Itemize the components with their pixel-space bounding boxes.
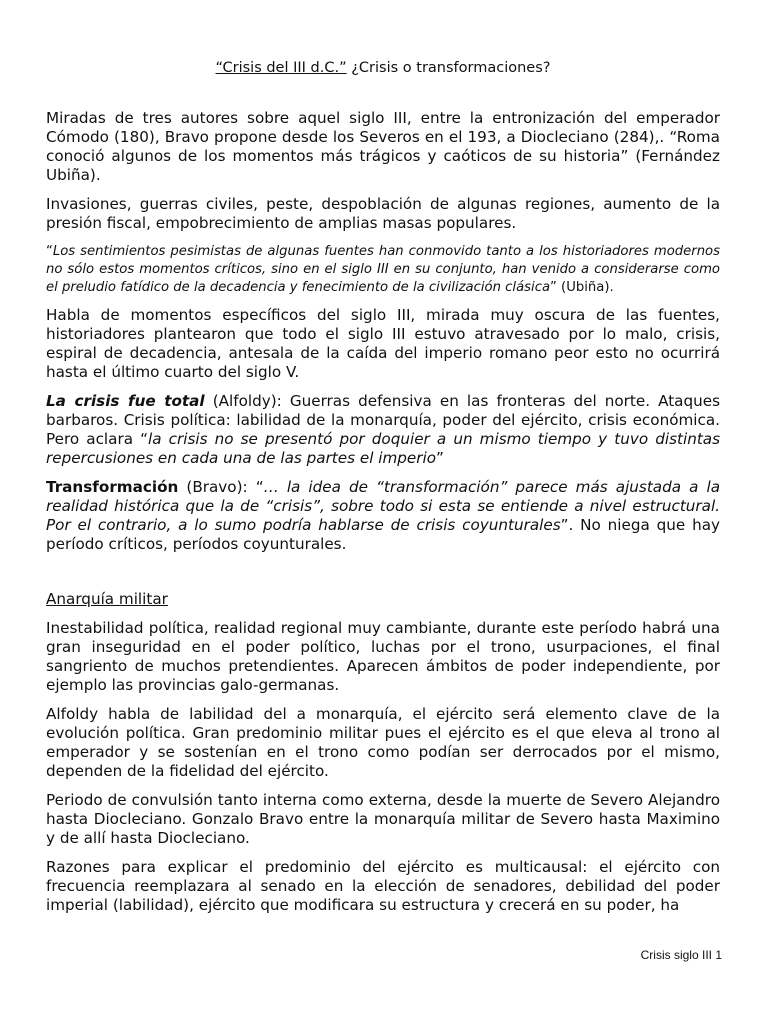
- bravo-quote: … la idea de “transformación” parece más ajustada a la realidad histórica que la de “crisis”, sobre todo si esta se entiende a nivel estructural. Por el contrario, a lo sumo podría hablarse de crisis coyunturales: [46, 478, 720, 534]
- title-underlined: “Crisis del III d.C.”: [215, 60, 347, 76]
- sources-paragraph: Habla de momentos específicos del siglo III, mirada muy oscura de las fuentes, historiadores plantearon que todo el siglo III estuvo atravesado por lo malo, crisis, espiral de decadencia, antesala de la caída del imperio romano peor esto no ocurrirá hasta el último cuarto del siglo V.: [46, 306, 720, 381]
- bravo-lead: Transformación: [46, 478, 179, 496]
- page-footer: Crisis siglo III 1: [640, 948, 722, 962]
- document-page: [46, 58, 720, 925]
- section-heading: Anarquía militar: [46, 590, 168, 608]
- quote-open: “: [46, 244, 53, 259]
- causes-paragraph: Invasiones, guerras civiles, peste, despoblación de algunas regiones, aumento de la presión fiscal, empobrecimiento de amplias masas populares.: [46, 195, 720, 232]
- alfoldy-body: (Alfoldy): Guerras defensiva en las fronteras del norte. Ataques barbaros. Crisis política: labilidad de la monarquía, poder del ejército, crisis económica. Pero aclara “: [46, 392, 720, 448]
- bravo-body: (Bravo): “: [178, 478, 264, 496]
- anarchy-paragraph-2: Alfoldy habla de labilidad del a monarquía, el ejército será elemento clave de la evolución política. Gran predominio militar pues el ejército es el que eleva al trono al emperador y se sostenían en el trono como podían ser derrocados por el mismo, dependen de la fidelidad del ejército.: [46, 705, 720, 780]
- bravo-paragraph: [46, 478, 720, 554]
- ubina-quote: Los sentimientos pesimistas de algunas fuentes han conmovido tanto a los historiadores modernos no sólo estos momentos críticos, sino en el siglo III en su conjunto, han venido a considerarse como el preludio fatídico de la decadencia y fenecimiento de la civilización clásica: [46, 244, 720, 295]
- anarchy-paragraph-4: Razones para explicar el predominio del ejército es multicausal: el ejército con frecuencia reemplazara al senado en la elección de senadores, debilidad del poder imperial (labilidad), ejército que modificara su estructura y crecerá en su poder, ha: [46, 858, 720, 914]
- title-rest: ¿Crisis o transformaciones?: [346, 60, 551, 76]
- anarchy-paragraph-1: Inestabilidad política, realidad regional muy cambiante, durante este período habrá una gran inseguridad en el poder político, luchas por el trono, usurpaciones, el final sangriento de muchos pretendientes. Aparecen ámbitos de poder independiente, por ejemplo las provincias galo-germanas.: [46, 619, 720, 694]
- bravo-tail: ”. No niega que hay período críticos, períodos coyunturales.: [46, 516, 720, 553]
- quote-attribution: ” (Ubiña).: [550, 280, 614, 295]
- ubina-quote-paragraph: [46, 243, 720, 297]
- alfoldy-lead: La crisis fue total: [46, 392, 205, 410]
- alfoldy-paragraph: [46, 392, 720, 468]
- alfoldy-quote-close: ”: [436, 449, 444, 467]
- intro-paragraph: Miradas de tres autores sobre aquel siglo III, entre la entronización del emperador Cómodo (180), Bravo propone desde los Severos en el 193, a Diocleciano (284),. “Roma conoció algunos de los momentos más trágicos y caóticos de su historia” (Fernández Ubiña).: [46, 109, 720, 184]
- anarchy-paragraph-3: Periodo de convulsión tanto interna como externa, desde la muerte de Severo Alejandro hasta Diocleciano. Gonzalo Bravo entre la monarquía militar de Severo hasta Maximino y de allí hasta Diocleciano.: [46, 791, 720, 847]
- alfoldy-quote: la crisis no se presentó por doquier a un mismo tiempo y tuvo distintas repercusiones en cada una de las partes el imperio: [46, 430, 720, 467]
- document-title: [46, 58, 720, 78]
